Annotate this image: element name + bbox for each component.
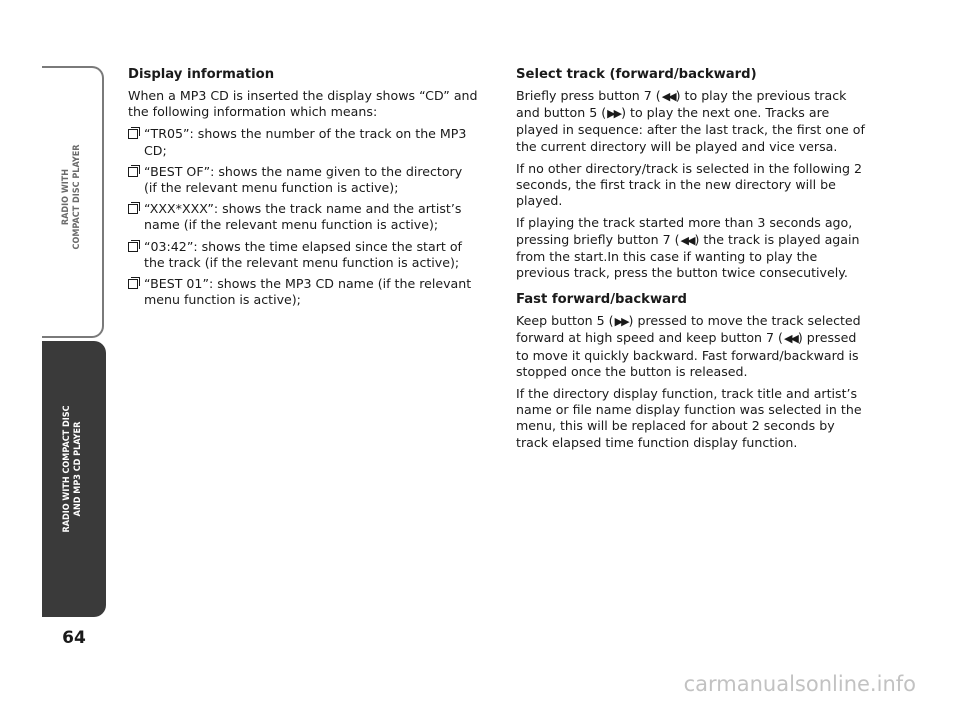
fast-forward-paragraph: Keep button 5 (▶▶) pressed to move the track selected forward at high speed and keep button 7 (◀◀) pressed to move it quickly backward. Fast forward/backward is stopped once the button is released. [516, 313, 861, 379]
checkbox-bullet-icon [128, 279, 138, 289]
display-replacement-paragraph: If the directory display function, track title and artist’s name or file name display function was selected in the menu, this will be replaced for about 2 seconds by track elapsed time function display function. [516, 386, 862, 450]
list-item: “03:42”: shows the time elapsed since the start of the track (if the relevant menu function is active); [128, 239, 478, 271]
checkbox-bullet-icon [128, 167, 138, 177]
left-column [128, 66, 478, 313]
section-tab-label: RADIO WITH COMPACT DISC PLAYER [61, 144, 82, 250]
fast-forward-heading: Fast forward/backward [516, 292, 687, 308]
list-item: “BEST OF”: shows the name given to the directory (if the relevant menu function is active); [128, 164, 478, 196]
previous-track-icon: ◀◀ [661, 90, 675, 103]
replay-track-paragraph: If playing the track started more than 3 seconds ago, pressing briefly button 7 (◀◀) the track is played again from the start.In this case if wanting to play the previous track, press the button twice consecutively. [516, 215, 860, 281]
list-item: “XXX*XXX”: shows the track name and the artist’s name (if the relevant menu function is active); [128, 201, 478, 233]
active-section-tab-label: RADIO WITH COMPACT DISC AND MP3 CD PLAYER [62, 405, 83, 533]
checkbox-bullet-icon [128, 129, 138, 139]
previous-track-icon: ◀◀ [680, 233, 694, 247]
display-intro: When a MP3 CD is inserted the display shows “CD” and the following information which means: [128, 88, 478, 120]
checkbox-bullet-icon [128, 204, 138, 214]
list-item: “BEST 01”: shows the MP3 CD name (if the relevant menu function is active); [128, 276, 478, 308]
right-column [516, 66, 868, 457]
previous-track-icon: ◀◀ [783, 332, 797, 346]
select-track-paragraph: Briefly press button 7 (◀◀) to play the previous track and button 5 (▶▶) to play the next one. Tracks are played in sequence: after the last track, the first one of the current directory will be played and vice versa. [516, 88, 865, 154]
checkbox-bullet-icon [128, 242, 138, 252]
select-track-heading: Select track (forward/backward) [516, 67, 757, 82]
watermark-text: carmanualsonline.info [683, 672, 916, 696]
display-information-heading: Display information [128, 67, 275, 82]
next-track-icon: ▶▶ [607, 107, 621, 121]
display-info-list [128, 126, 478, 308]
list-item: “TR05”: shows the number of the track on the MP3 CD; [128, 126, 478, 158]
directory-selection-paragraph: If no other directory/track is selected in the following 2 seconds, the first track in the new directory will be played. [516, 160, 863, 209]
next-track-icon: ▶▶ [614, 315, 628, 329]
page-number: 64 [62, 628, 86, 648]
